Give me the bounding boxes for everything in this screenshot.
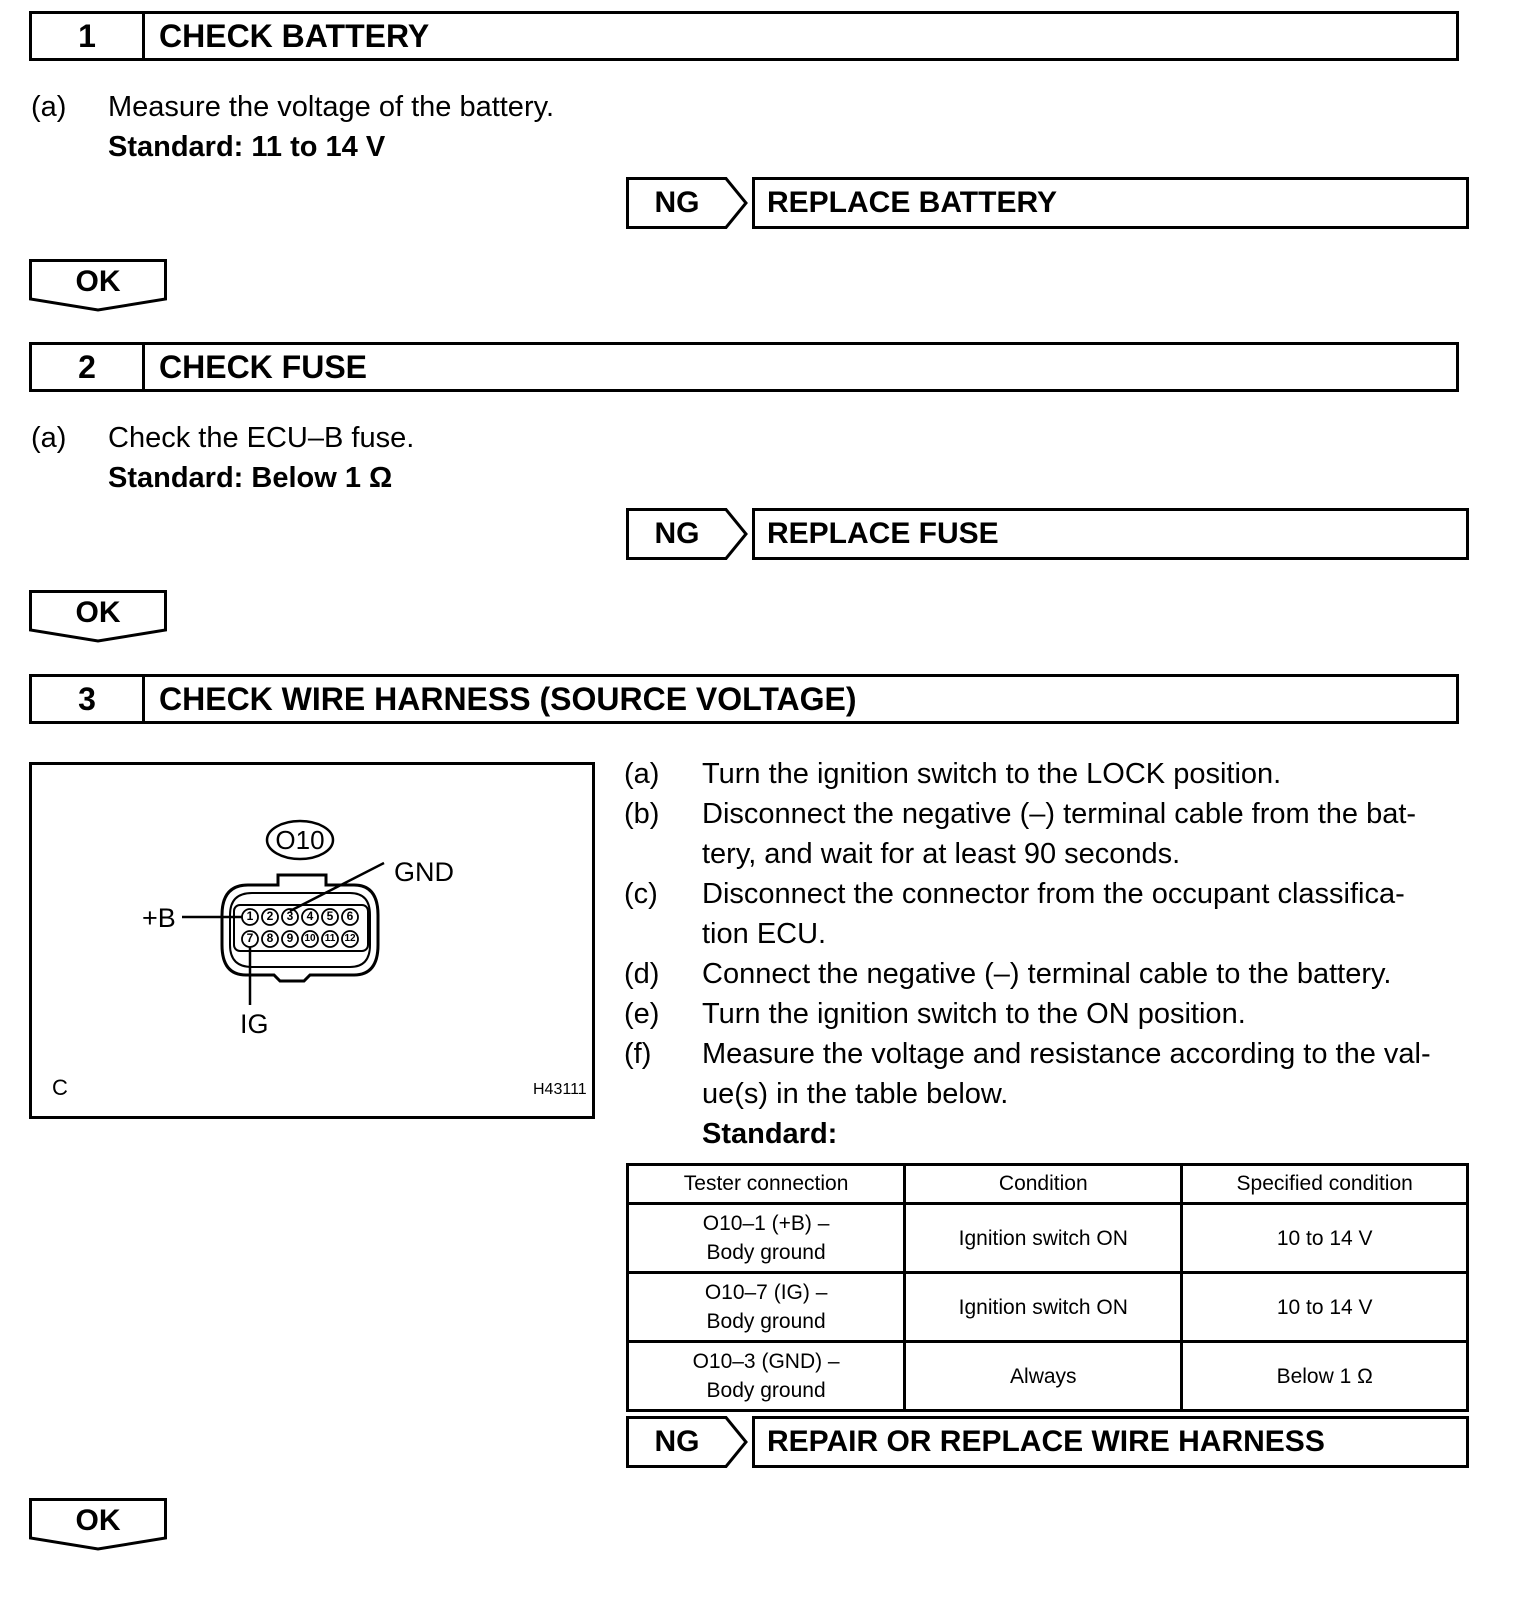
connection-line-1: O10–7 (IG) – bbox=[704, 1281, 828, 1304]
pin-2: 2 bbox=[266, 909, 274, 923]
item-label-d: (d) bbox=[624, 958, 660, 990]
step-2-ok-marker bbox=[29, 590, 167, 644]
step-3-header bbox=[29, 674, 1459, 724]
item-text-d: Connect the negative (–) terminal cable to the battery. bbox=[702, 958, 1392, 990]
ig-label: IG bbox=[240, 1009, 269, 1039]
step-title: CHECK BATTERY bbox=[159, 17, 430, 54]
ok-label: OK bbox=[75, 596, 121, 629]
pin-11: 11 bbox=[324, 933, 336, 944]
standard-text: Standard: 11 to 14 V bbox=[108, 131, 386, 163]
pin-12: 12 bbox=[344, 933, 356, 944]
pin-8: 8 bbox=[266, 931, 274, 945]
item-label-e: (e) bbox=[624, 998, 660, 1030]
item-text-c-1: Disconnect the connector from the occupant classifica- bbox=[702, 878, 1405, 910]
connection-line-2: Body ground bbox=[706, 1310, 826, 1333]
ok-label: OK bbox=[75, 1504, 121, 1537]
step-1-header bbox=[29, 11, 1459, 61]
standard-text: Standard: bbox=[702, 1118, 838, 1150]
column-header: Condition bbox=[905, 1165, 1182, 1204]
connection-line-2: Body ground bbox=[706, 1241, 826, 1264]
connector-diagram bbox=[29, 762, 595, 1119]
condition-cell: Ignition switch ON bbox=[905, 1204, 1182, 1273]
step-number: 2 bbox=[32, 345, 145, 389]
ng-label: NG bbox=[654, 186, 700, 219]
step-title: CHECK WIRE HARNESS (SOURCE VOLTAGE) bbox=[159, 680, 857, 717]
pin-9: 9 bbox=[286, 931, 294, 945]
item-text-e: Turn the ignition switch to the ON position. bbox=[702, 998, 1246, 1030]
pin-7: 7 bbox=[246, 931, 254, 945]
table-header-row bbox=[628, 1165, 1468, 1204]
connector-id: O10 bbox=[275, 825, 325, 855]
pin-labels bbox=[32, 765, 592, 1116]
item-text-f-1: Measure the voltage and resistance according to the val- bbox=[702, 1038, 1431, 1070]
step-1-ng-branch bbox=[626, 177, 1469, 229]
pin-4: 4 bbox=[306, 909, 314, 923]
specification-table bbox=[626, 1163, 1469, 1412]
pin-6: 6 bbox=[346, 909, 354, 923]
table-row bbox=[628, 1204, 1468, 1273]
step-2-ng-branch bbox=[626, 508, 1469, 560]
ng-label: NG bbox=[654, 517, 700, 550]
item-label: (a) bbox=[31, 422, 67, 454]
item-text-b-2: tery, and wait for at least 90 seconds. bbox=[702, 838, 1181, 870]
tester-connection-cell bbox=[628, 1342, 905, 1411]
step-2-header bbox=[29, 342, 1459, 392]
connection-line-2: Body ground bbox=[706, 1379, 826, 1402]
item-text-c-2: tion ECU. bbox=[702, 918, 827, 950]
tester-connection-cell bbox=[628, 1273, 905, 1342]
table-row bbox=[628, 1273, 1468, 1342]
step-3-ok-marker bbox=[29, 1498, 167, 1552]
item-label-b: (b) bbox=[624, 798, 660, 830]
item-text-f-2: ue(s) in the table below. bbox=[702, 1078, 1009, 1110]
item-text: Measure the voltage of the battery. bbox=[108, 91, 555, 123]
specified-condition-cell: 10 to 14 V bbox=[1182, 1204, 1468, 1273]
ng-result: REPAIR OR REPLACE WIRE HARNESS bbox=[752, 1416, 1469, 1468]
step-1-ok-marker bbox=[29, 259, 167, 313]
item-label-f: (f) bbox=[624, 1038, 652, 1070]
pin-10: 10 bbox=[304, 933, 316, 944]
condition-cell: Always bbox=[905, 1342, 1182, 1411]
item-label-c: (c) bbox=[624, 878, 658, 910]
ng-result: REPLACE FUSE bbox=[752, 508, 1469, 560]
item-label-a: (a) bbox=[624, 758, 660, 790]
ng-label: NG bbox=[654, 1425, 700, 1458]
figure-id: H43111 bbox=[533, 1081, 587, 1098]
step-title: CHECK FUSE bbox=[159, 348, 368, 385]
corner-code: C bbox=[52, 1075, 68, 1100]
item-text: Check the ECU–B fuse. bbox=[108, 422, 415, 454]
connection-line-1: O10–1 (+B) – bbox=[702, 1212, 830, 1235]
pin-5: 5 bbox=[326, 909, 334, 923]
pin-3: 3 bbox=[286, 909, 294, 923]
step-number: 3 bbox=[32, 677, 145, 721]
column-header: Specified condition bbox=[1182, 1165, 1468, 1204]
step-number: 1 bbox=[32, 14, 145, 58]
standard-text: Standard: Below 1 Ω bbox=[108, 462, 393, 494]
column-header: Tester connection bbox=[628, 1165, 905, 1204]
condition-cell: Ignition switch ON bbox=[905, 1273, 1182, 1342]
ok-label: OK bbox=[75, 265, 121, 298]
b-label: +B bbox=[142, 903, 176, 933]
connection-line-1: O10–3 (GND) – bbox=[692, 1350, 840, 1373]
gnd-label: GND bbox=[394, 857, 454, 887]
item-text-a: Turn the ignition switch to the LOCK position. bbox=[702, 758, 1282, 790]
tester-connection-cell bbox=[628, 1204, 905, 1273]
step-3-instructions bbox=[624, 754, 1474, 1154]
step-3-ng-branch bbox=[626, 1416, 1469, 1468]
specified-condition-cell: Below 1 Ω bbox=[1182, 1342, 1468, 1411]
specified-condition-cell: 10 to 14 V bbox=[1182, 1273, 1468, 1342]
item-text-b-1: Disconnect the negative (–) terminal cable from the bat- bbox=[702, 798, 1417, 830]
pin-1: 1 bbox=[246, 909, 254, 923]
table-row bbox=[628, 1342, 1468, 1411]
item-label: (a) bbox=[31, 91, 67, 123]
ng-result: REPLACE BATTERY bbox=[752, 177, 1469, 229]
